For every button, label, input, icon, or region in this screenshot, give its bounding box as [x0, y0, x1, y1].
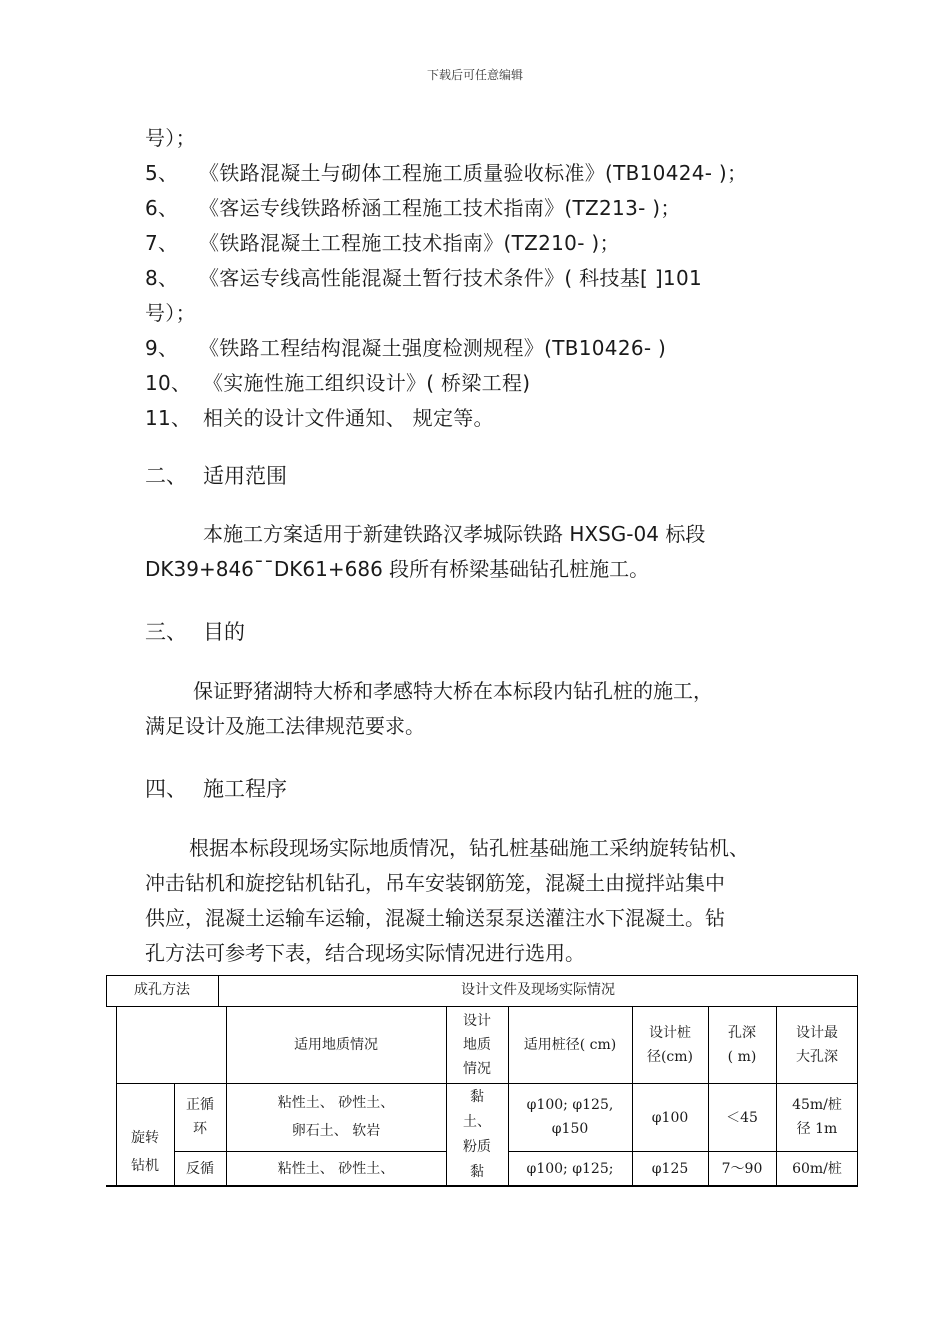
reference-item	[145, 402, 494, 431]
paragraph-line: 根据本标段现场实际地质情况，钻孔桩基础施工采纳旋转钻机、	[189, 836, 749, 860]
paragraph-line: 供应，混凝土运输车运输，混凝土输送泵泵送灌注水下混凝土。钻	[145, 906, 725, 930]
table-header-design: 设计文件及现场实际情况	[461, 982, 615, 998]
grid-line	[857, 975, 858, 1187]
col-max-depth: 设计最 大孔深	[796, 1025, 838, 1065]
row1-depth: 7～90	[721, 1161, 763, 1177]
reference-number: 8、	[145, 266, 179, 290]
reference-text: 《铁路工程结构混凝土强度检测规程》(TB10426- )	[199, 336, 667, 360]
row1-diameter: φ100; φ125;	[526, 1161, 614, 1177]
reference-text: 《铁路混凝土与砌体工程施工质量验收标准》(TB10424- )；	[199, 161, 748, 185]
paragraph-line: 满足设计及施工法律规范要求。	[145, 714, 425, 738]
grid-line	[174, 1151, 446, 1152]
paragraph-line: 保证野猪湖特大桥和孝感特大桥在本标段内钻孔桩的施工，	[193, 679, 713, 703]
grid-line	[446, 1007, 447, 1187]
section-title: 目的	[203, 620, 245, 644]
grid-line	[174, 1083, 175, 1187]
design-geology-values: 黏 土、 粉质 黏	[463, 1089, 491, 1180]
grid-line	[508, 1151, 858, 1152]
paragraph-line: 冲击钻机和旋挖钻机钻孔，吊车安装钢筋笼，混凝土由搅拌站集中	[145, 871, 725, 895]
paragraph-line: DK39+846¯¯DK61+686 段所有桥梁基础钻孔桩施工。	[145, 557, 650, 581]
reference-text: 号）；	[145, 126, 196, 150]
reference-number: 6、	[145, 196, 179, 220]
reference-number: 11、	[145, 406, 192, 430]
row0-depth: ＜45	[726, 1110, 758, 1126]
paragraph-line: 本施工方案适用于新建铁路汉孝城际铁路 HXSG-04 标段	[203, 522, 706, 546]
grid-line	[106, 975, 107, 1007]
reference-item	[145, 122, 196, 151]
section-heading	[145, 460, 287, 490]
section-title: 适用范围	[203, 464, 287, 488]
reference-item	[145, 297, 196, 326]
grid-line	[508, 1007, 509, 1187]
section-number: 四、	[145, 777, 187, 801]
reference-number: 7、	[145, 231, 179, 255]
section-heading	[145, 616, 245, 646]
grid-line	[632, 1007, 633, 1187]
grid-line	[116, 1007, 117, 1187]
reference-item	[145, 367, 530, 396]
section-title: 施工程序	[203, 777, 287, 801]
col-geology: 适用地质情况	[294, 1037, 378, 1053]
section-number: 三、	[145, 620, 187, 644]
grid-line	[106, 1185, 858, 1187]
col-depth: 孔深 ( m)	[727, 1025, 757, 1065]
col-diameter: 适用桩径( cm)	[523, 1037, 617, 1053]
page-header: 下载后可任意编辑	[426, 68, 523, 82]
section-paragraph	[145, 517, 825, 587]
section-heading	[145, 773, 287, 803]
section-number: 二、	[145, 464, 187, 488]
reference-item	[145, 192, 681, 221]
row0-max-depth: 45m/桩 径 1m	[792, 1097, 842, 1137]
grid-line	[116, 1083, 858, 1084]
grid-line	[226, 1007, 227, 1187]
reference-text: 《实施性施工组织设计》( 桥梁工程)	[203, 371, 531, 395]
reference-text: 号）；	[145, 301, 196, 325]
col-design-diameter: 设计桩 径(cm)	[646, 1025, 694, 1065]
grid-line	[776, 1007, 777, 1187]
reference-text: 相关的设计文件通知、 规定等。	[203, 406, 494, 430]
reference-item	[145, 262, 702, 291]
reference-text: 《客运专线高性能混凝土暂行技术条件》( 科技基[ ]101	[199, 266, 702, 290]
reference-text: 《客运专线铁路桥涵工程施工技术指南》(TZ213- )；	[199, 196, 681, 220]
reference-number: 9、	[145, 336, 179, 360]
row1-max-depth: 60m/桩	[792, 1161, 842, 1177]
row0-geology: 粘性土、 砂性土、 卵石土、 软岩	[277, 1095, 395, 1139]
row0-sub: 正循 环	[186, 1097, 214, 1137]
section-paragraph	[145, 674, 825, 744]
reference-item	[145, 227, 620, 256]
reference-item	[145, 157, 747, 186]
reference-item	[145, 332, 666, 361]
row0-diameter: φ100; φ125, φ150	[526, 1097, 614, 1137]
row1-geology: 粘性土、 砂性土、	[277, 1161, 395, 1177]
row0-design-diameter: φ100	[651, 1110, 689, 1126]
reference-text: 《铁路混凝土工程施工技术指南》(TZ210- )；	[199, 231, 620, 255]
section-paragraph	[145, 831, 825, 971]
row1-design-diameter: φ125	[651, 1161, 689, 1177]
drilling-method-table	[106, 975, 858, 1187]
reference-number: 5、	[145, 161, 179, 185]
method-rotary-drill: 旋转 钻机	[131, 1130, 159, 1174]
grid-line	[708, 1007, 709, 1187]
row1-sub: 反循	[186, 1161, 214, 1177]
reference-number: 10、	[145, 371, 192, 395]
col-design-geology: 设计 地质 情况	[463, 1013, 491, 1077]
grid-line	[218, 975, 219, 1007]
table-header-method: 成孔方法	[134, 982, 190, 998]
paragraph-line: 孔方法可参考下表，结合现场实际情况进行选用。	[145, 941, 585, 965]
